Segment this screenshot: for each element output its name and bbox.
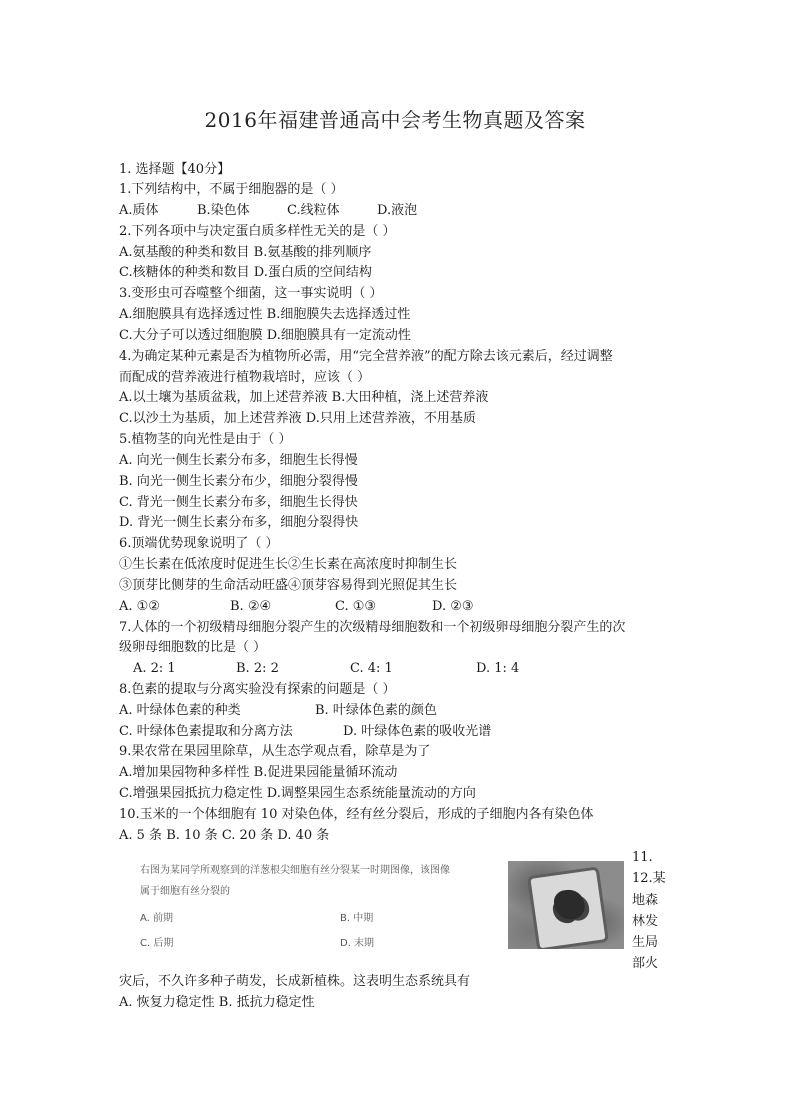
section-heading: 1. 选择题【40分】 bbox=[119, 162, 231, 177]
side-text-3: 地森 bbox=[632, 893, 659, 908]
q4-stem-line1: 4.为确定某种元素是否为植物所必需，用“完全营养液”的配方除去该元素后，经过调整 bbox=[119, 349, 613, 364]
side-text-6: 部火 bbox=[632, 956, 659, 971]
q6-statements-line2: ③顶芽比侧芽的生命活动旺盛④顶芽容易得到光照促其生长 bbox=[119, 578, 458, 593]
chromosome-cluster bbox=[552, 888, 586, 922]
q5-option-b: B. 向光一侧生长素分布少，细胞分裂得慢 bbox=[119, 474, 358, 489]
q7-stem-line2: 级卵母细胞数的比是（ ） bbox=[119, 640, 267, 655]
q6-statements-line1: ①生长素在低浓度时促进生长②生长素在高浓度时抑制生长 bbox=[119, 557, 458, 572]
q8-option-c: C. 叶绿体色素提取和分离方法 bbox=[119, 724, 293, 739]
q11-question-image bbox=[118, 851, 626, 953]
q5-stem: 5.植物茎的向光性是由于（ ） bbox=[119, 432, 292, 447]
q8-option-d: D. 叶绿体色素的吸收光谱 bbox=[343, 724, 492, 739]
q3-options-line2: C.大分子可以透过细胞膜 D.细胞膜具有一定流动性 bbox=[119, 328, 411, 343]
q11-image-option-d: D. 末期 bbox=[340, 938, 375, 949]
q8-option-a: A. 叶绿体色素的种类 bbox=[119, 703, 241, 718]
q10-options: A. 5 条 B. 10 条 C. 20 条 D. 40 条 bbox=[119, 828, 330, 843]
q6-option-c: C. ①③ bbox=[335, 599, 377, 614]
q11-image-option-a: A. 前期 bbox=[140, 913, 174, 924]
q9-options-line2: C.增强果园抵抗力稳定性 D.调整果园生态系统能量流动的方向 bbox=[119, 786, 476, 801]
cell-outline bbox=[527, 866, 609, 949]
q1-option-c: C.线粒体 bbox=[287, 203, 340, 218]
q4-options-line1: A.以土壤为基质盆栽，加上述营养液 B.大田种植，浇上述营养液 bbox=[119, 390, 489, 405]
q4-stem-line2: 而配成的营养液进行植物栽培时，应该（ ） bbox=[119, 370, 371, 385]
q11-image-option-c: C. 后期 bbox=[140, 938, 174, 949]
q2-options-line1: A.氨基酸的种类和数目 B.氨基酸的排列顺序 bbox=[119, 245, 372, 260]
q3-stem: 3.变形虫可吞噬整个细菌，这一事实说明（ ） bbox=[119, 286, 383, 301]
q1-option-b: B.染色体 bbox=[197, 203, 250, 218]
q1-option-a: A.质体 bbox=[119, 203, 159, 218]
q5-option-d: D. 背光一侧生长素分布多，细胞分裂得快 bbox=[119, 515, 359, 530]
side-text-5: 生局 bbox=[632, 935, 659, 950]
q11-image-stem-line1: 右图为某同学所观察到的洋葱根尖细胞有丝分裂某一时期图像，该图像 bbox=[140, 865, 450, 876]
q2-stem: 2.下列各项中与决定蛋白质多样性无关的是（ ） bbox=[119, 224, 396, 239]
q9-options-line1: A.增加果园物种多样性 B.促进果园能量循环流动 bbox=[119, 765, 398, 780]
q11-image-stem-line2: 属于细胞有丝分裂的 bbox=[140, 886, 230, 897]
page-title: 2016年福建普通高中会考生物真题及答案 bbox=[204, 108, 586, 132]
q9-stem: 9.果农常在果园里除草，从生态学观点看，除草是为了 bbox=[119, 744, 431, 759]
q8-stem: 8.色素的提取与分离实验没有探索的问题是（ ） bbox=[119, 682, 396, 697]
q1-option-d: D.液泡 bbox=[377, 203, 418, 218]
q6-option-d: D. ②③ bbox=[432, 599, 474, 614]
q12-stem: 灾后，不久许多种子萌发，长成新植株。这表明生态系统具有 bbox=[119, 974, 471, 989]
q5-option-c: C. 背光一侧生长素分布多，细胞生长得快 bbox=[119, 495, 358, 510]
q4-options-line2: C.以沙土为基质，加上述营养液 D.只用上述营养液，不用基质 bbox=[119, 411, 476, 426]
q7-option-a: A. 2: 1 bbox=[133, 661, 176, 676]
q7-option-c: C. 4: 1 bbox=[350, 661, 393, 676]
q12-options: A. 恢复力稳定性 B. 抵抗力稳定性 bbox=[119, 995, 315, 1010]
q6-stem: 6.顶端优势现象说明了（ ） bbox=[119, 536, 279, 551]
q7-stem-line1: 7.人体的一个初级精母细胞分裂产生的次级精母细胞数和一个初级卵母细胞分裂产生的次 bbox=[119, 620, 626, 635]
q6-option-a: A. ①② bbox=[119, 599, 160, 614]
q5-option-a: A. 向光一侧生长素分布多，细胞生长得慢 bbox=[119, 453, 358, 468]
side-text-2: 12.某 bbox=[632, 871, 666, 886]
onion-root-tip-micrograph bbox=[508, 861, 624, 949]
q3-options-line1: A.细胞膜具有选择透过性 B.细胞膜失去选择透过性 bbox=[119, 307, 411, 322]
q1-stem: 1.下列结构中，不属于细胞器的是（ ） bbox=[119, 182, 344, 197]
q11-image-option-b: B. 中期 bbox=[340, 913, 374, 924]
side-text-4: 林发 bbox=[632, 914, 659, 929]
q7-option-b: B. 2: 2 bbox=[236, 661, 279, 676]
q10-stem: 10.玉米的一个体细胞有 10 对染色体，经有丝分裂后，形成的子细胞内各有染色体 bbox=[119, 807, 594, 822]
q7-option-d: D. 1: 4 bbox=[476, 661, 520, 676]
q2-options-line2: C.核糖体的种类和数目 D.蛋白质的空间结构 bbox=[119, 265, 372, 280]
side-text-1: 11. bbox=[632, 850, 653, 865]
q8-option-b: B. 叶绿体色素的颜色 bbox=[315, 703, 437, 718]
q6-option-b: B. ②④ bbox=[230, 599, 272, 614]
